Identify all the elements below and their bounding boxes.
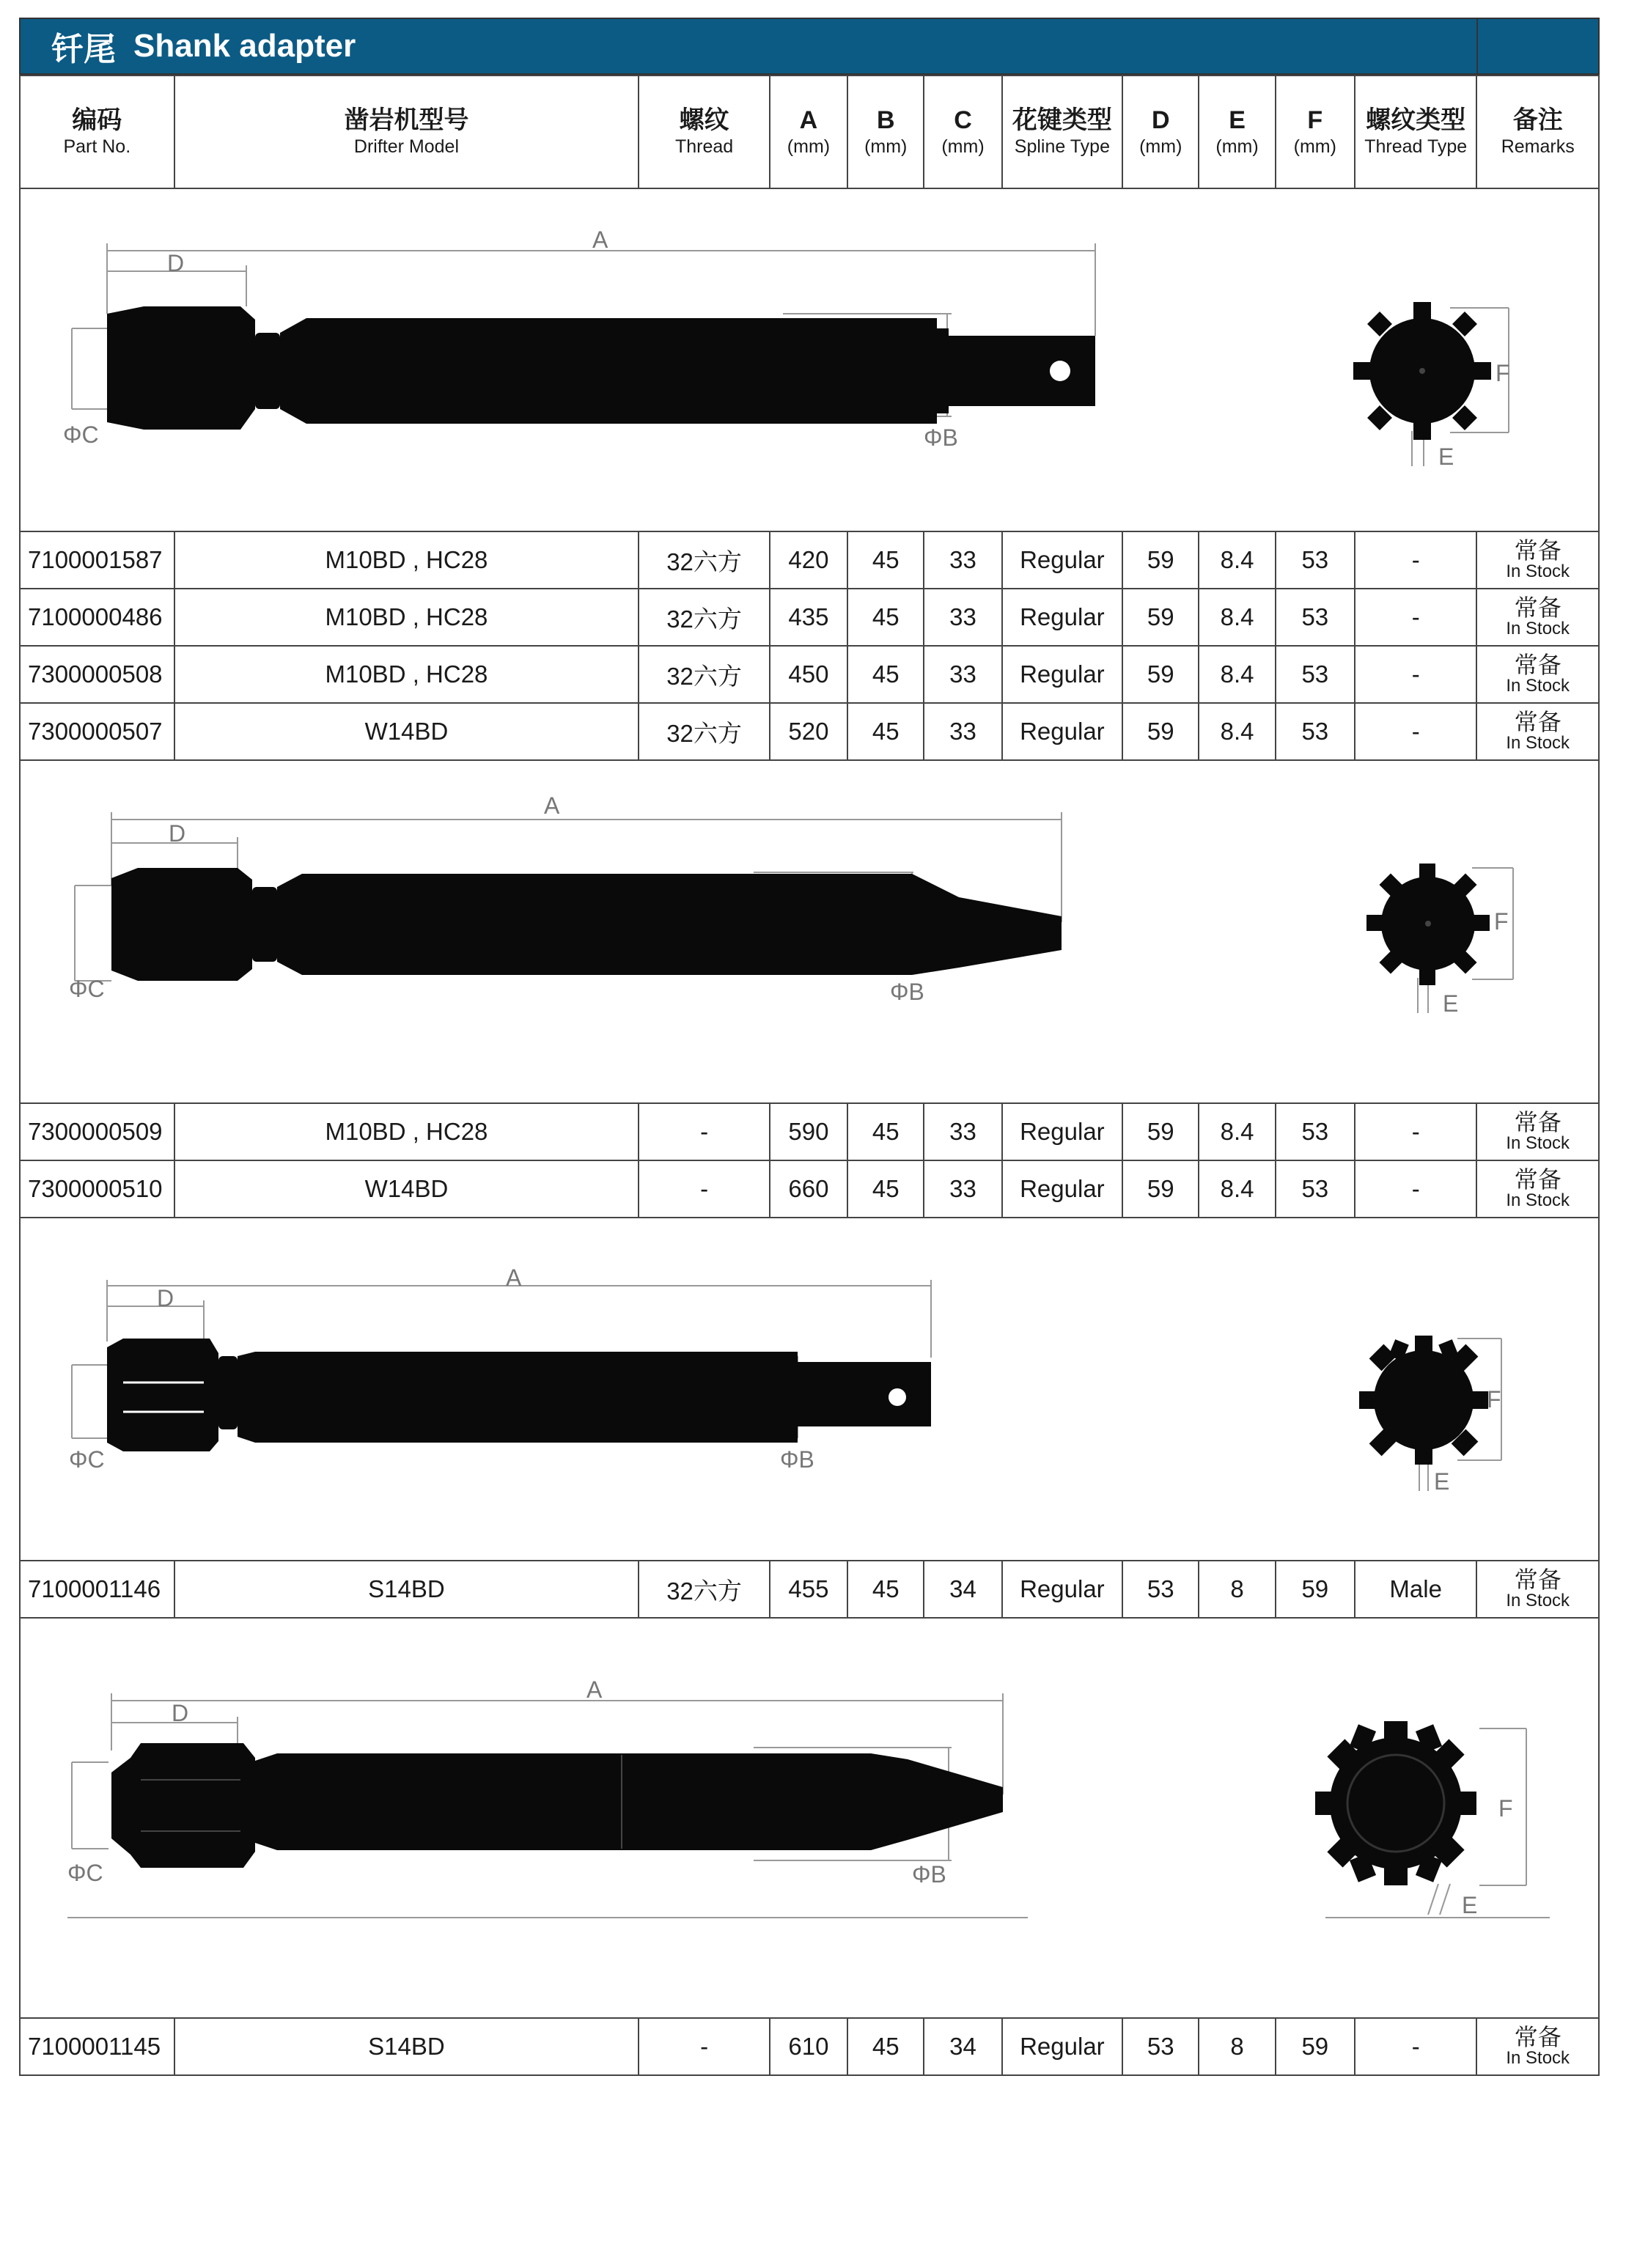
cell-e: 8.4 (1199, 1160, 1275, 1218)
cell-d: 53 (1122, 2018, 1199, 2075)
cell-e: 8 (1199, 1561, 1275, 1618)
table-row (20, 646, 1599, 703)
label-e: E (1434, 1468, 1450, 1495)
cell-remarks: 常备 In Stock (1476, 703, 1599, 760)
cell-f: 59 (1276, 2018, 1355, 2075)
label-d: D (172, 1700, 189, 1726)
cell-f: 53 (1276, 1160, 1355, 1218)
shank-drawing-1 (21, 189, 1598, 531)
cell-f: 59 (1276, 1561, 1355, 1618)
label-phi-b: ΦB (780, 1446, 814, 1473)
cell-b: 45 (847, 1160, 924, 1218)
shank-drawing-2 (21, 761, 1598, 1102)
cell-e: 8.4 (1199, 646, 1275, 703)
cell-c: 33 (924, 589, 1001, 646)
label-f: F (1498, 1795, 1513, 1822)
cell-part-no: 7100001587 (20, 531, 174, 589)
header-thread-type: 螺纹类型 Thread Type (1355, 76, 1476, 188)
cell-b: 45 (847, 531, 924, 589)
label-e: E (1462, 1892, 1478, 1918)
cell-a: 610 (770, 2018, 847, 2075)
header-f: F (mm) (1276, 76, 1355, 188)
cell-thread-type: - (1355, 589, 1476, 646)
cell-c: 33 (924, 703, 1001, 760)
cell-b: 45 (847, 646, 924, 703)
cell-e: 8.4 (1199, 531, 1275, 589)
cell-e: 8.4 (1199, 1103, 1275, 1160)
cell-b: 45 (847, 1103, 924, 1160)
cell-remarks: 常备 In Stock (1476, 646, 1599, 703)
cell-part-no: 7100001146 (20, 1561, 174, 1618)
cell-thread: 32六方 (639, 646, 769, 703)
drawing-row-1 (20, 188, 1599, 531)
cell-thread: 32六方 (639, 531, 769, 589)
cell-remarks: 常备 In Stock (1476, 531, 1599, 589)
cell-spline-type: Regular (1002, 703, 1122, 760)
cell-drifter-model: M10BD , HC28 (174, 1103, 639, 1160)
cell-b: 45 (847, 589, 924, 646)
cell-spline-type: Regular (1002, 1160, 1122, 1218)
cell-drifter-model: W14BD (174, 1160, 639, 1218)
table-row (20, 1561, 1599, 1618)
table-row (20, 589, 1599, 646)
shank-drawing-4 (21, 1619, 1598, 2017)
cell-thread: 32六方 (639, 703, 769, 760)
cell-spline-type: Regular (1002, 646, 1122, 703)
header-part-no: 编码 Part No. (20, 76, 174, 188)
header-d: D (mm) (1122, 76, 1199, 188)
cell-remarks: 常备 In Stock (1476, 1103, 1599, 1160)
cell-drifter-model: M10BD , HC28 (174, 646, 639, 703)
cell-f: 53 (1276, 646, 1355, 703)
drawing-row-3 (20, 1218, 1599, 1561)
cell-d: 59 (1122, 1160, 1199, 1218)
header-thread: 螺纹 Thread (639, 76, 769, 188)
cell-spline-type: Regular (1002, 2018, 1122, 2075)
cell-f: 53 (1276, 1103, 1355, 1160)
header-remarks: 备注 Remarks (1476, 76, 1599, 188)
label-phi-b: ΦB (890, 979, 924, 1005)
catalog-sheet (19, 18, 1600, 2076)
label-e: E (1438, 443, 1454, 470)
cell-part-no: 7300000508 (20, 646, 174, 703)
cell-thread-type: - (1355, 2018, 1476, 2075)
section-title-bar (19, 18, 1600, 75)
cell-remarks: 常备 In Stock (1476, 589, 1599, 646)
cell-thread-type: - (1355, 646, 1476, 703)
cell-d: 53 (1122, 1561, 1199, 1618)
cell-a: 450 (770, 646, 847, 703)
cell-spline-type: Regular (1002, 1561, 1122, 1618)
label-phi-c: ΦC (69, 1446, 105, 1473)
cell-d: 59 (1122, 531, 1199, 589)
label-phi-c: ΦC (69, 976, 105, 1002)
label-phi-b: ΦB (912, 1861, 946, 1888)
table-header-row (20, 76, 1599, 188)
header-spline-type: 花键类型 Spline Type (1002, 76, 1122, 188)
section-title-en: Shank adapter (133, 28, 356, 64)
cell-e: 8 (1199, 2018, 1275, 2075)
shank-adapter-table (19, 75, 1600, 2076)
label-a: A (592, 227, 608, 253)
label-phi-b: ΦB (924, 424, 958, 451)
label-a: A (506, 1264, 522, 1291)
label-f: F (1487, 1386, 1501, 1413)
cell-c: 33 (924, 1160, 1001, 1218)
cell-thread: - (639, 1160, 769, 1218)
cell-a: 590 (770, 1103, 847, 1160)
cell-remarks: 常备 In Stock (1476, 1561, 1599, 1618)
cell-b: 45 (847, 2018, 924, 2075)
cell-part-no: 7100001145 (20, 2018, 174, 2075)
drawing-cell-2 (20, 760, 1599, 1103)
cell-part-no: 7300000510 (20, 1160, 174, 1218)
header-c: C (mm) (924, 76, 1001, 188)
drawing-cell-1 (20, 188, 1599, 531)
cell-part-no: 7300000509 (20, 1103, 174, 1160)
cell-drifter-model: W14BD (174, 703, 639, 760)
cell-thread: 32六方 (639, 589, 769, 646)
cell-c: 33 (924, 1103, 1001, 1160)
cell-part-no: 7300000507 (20, 703, 174, 760)
label-d: D (157, 1285, 174, 1311)
header-e: E (mm) (1199, 76, 1275, 188)
label-e: E (1443, 990, 1459, 1017)
cell-thread-type: - (1355, 1103, 1476, 1160)
table-row (20, 2018, 1599, 2075)
drawing-cell-4 (20, 1618, 1599, 2018)
header-drifter-model: 凿岩机型号 Drifter Model (174, 76, 639, 188)
drawing-row-4 (20, 1618, 1599, 2018)
header-a: A (mm) (770, 76, 847, 188)
label-d: D (167, 250, 185, 276)
cell-drifter-model: S14BD (174, 2018, 639, 2075)
cell-thread-type: - (1355, 703, 1476, 760)
cell-a: 455 (770, 1561, 847, 1618)
label-phi-c: ΦC (63, 421, 99, 448)
shank-drawing-3 (21, 1218, 1598, 1560)
cell-thread: 32六方 (639, 1561, 769, 1618)
table-row (20, 1160, 1599, 1218)
label-f: F (1494, 908, 1509, 935)
cell-c: 33 (924, 646, 1001, 703)
cell-drifter-model: M10BD , HC28 (174, 531, 639, 589)
cell-drifter-model: M10BD , HC28 (174, 589, 639, 646)
table-row (20, 531, 1599, 589)
cell-remarks: 常备 In Stock (1476, 1160, 1599, 1218)
table-row (20, 1103, 1599, 1160)
cell-thread: - (639, 1103, 769, 1160)
label-a: A (586, 1676, 603, 1703)
cell-b: 45 (847, 703, 924, 760)
label-a: A (544, 792, 560, 819)
section-title-zh: 钎尾 (51, 32, 116, 67)
title-corner-cell (1476, 19, 1598, 73)
cell-f: 53 (1276, 703, 1355, 760)
cell-e: 8.4 (1199, 589, 1275, 646)
cell-a: 660 (770, 1160, 847, 1218)
cell-c: 33 (924, 531, 1001, 589)
cell-b: 45 (847, 1561, 924, 1618)
drawing-cell-3 (20, 1218, 1599, 1561)
cell-a: 420 (770, 531, 847, 589)
cell-spline-type: Regular (1002, 1103, 1122, 1160)
label-f: F (1496, 360, 1510, 386)
cell-f: 53 (1276, 589, 1355, 646)
header-b: B (mm) (847, 76, 924, 188)
cell-f: 53 (1276, 531, 1355, 589)
cell-remarks: 常备 In Stock (1476, 2018, 1599, 2075)
cell-drifter-model: S14BD (174, 1561, 639, 1618)
cell-thread: - (639, 2018, 769, 2075)
drawing-row-2 (20, 760, 1599, 1103)
cell-a: 520 (770, 703, 847, 760)
cell-spline-type: Regular (1002, 589, 1122, 646)
cell-d: 59 (1122, 589, 1199, 646)
cell-spline-type: Regular (1002, 531, 1122, 589)
cell-thread-type: - (1355, 531, 1476, 589)
cell-thread-type: - (1355, 1160, 1476, 1218)
cell-d: 59 (1122, 703, 1199, 760)
table-row (20, 703, 1599, 760)
cell-thread-type: Male (1355, 1561, 1476, 1618)
cell-c: 34 (924, 1561, 1001, 1618)
cell-e: 8.4 (1199, 703, 1275, 760)
cell-d: 59 (1122, 646, 1199, 703)
cell-d: 59 (1122, 1103, 1199, 1160)
cell-a: 435 (770, 589, 847, 646)
label-phi-c: ΦC (67, 1860, 103, 1886)
cell-part-no: 7100000486 (20, 589, 174, 646)
label-d: D (169, 820, 186, 847)
cell-c: 34 (924, 2018, 1001, 2075)
